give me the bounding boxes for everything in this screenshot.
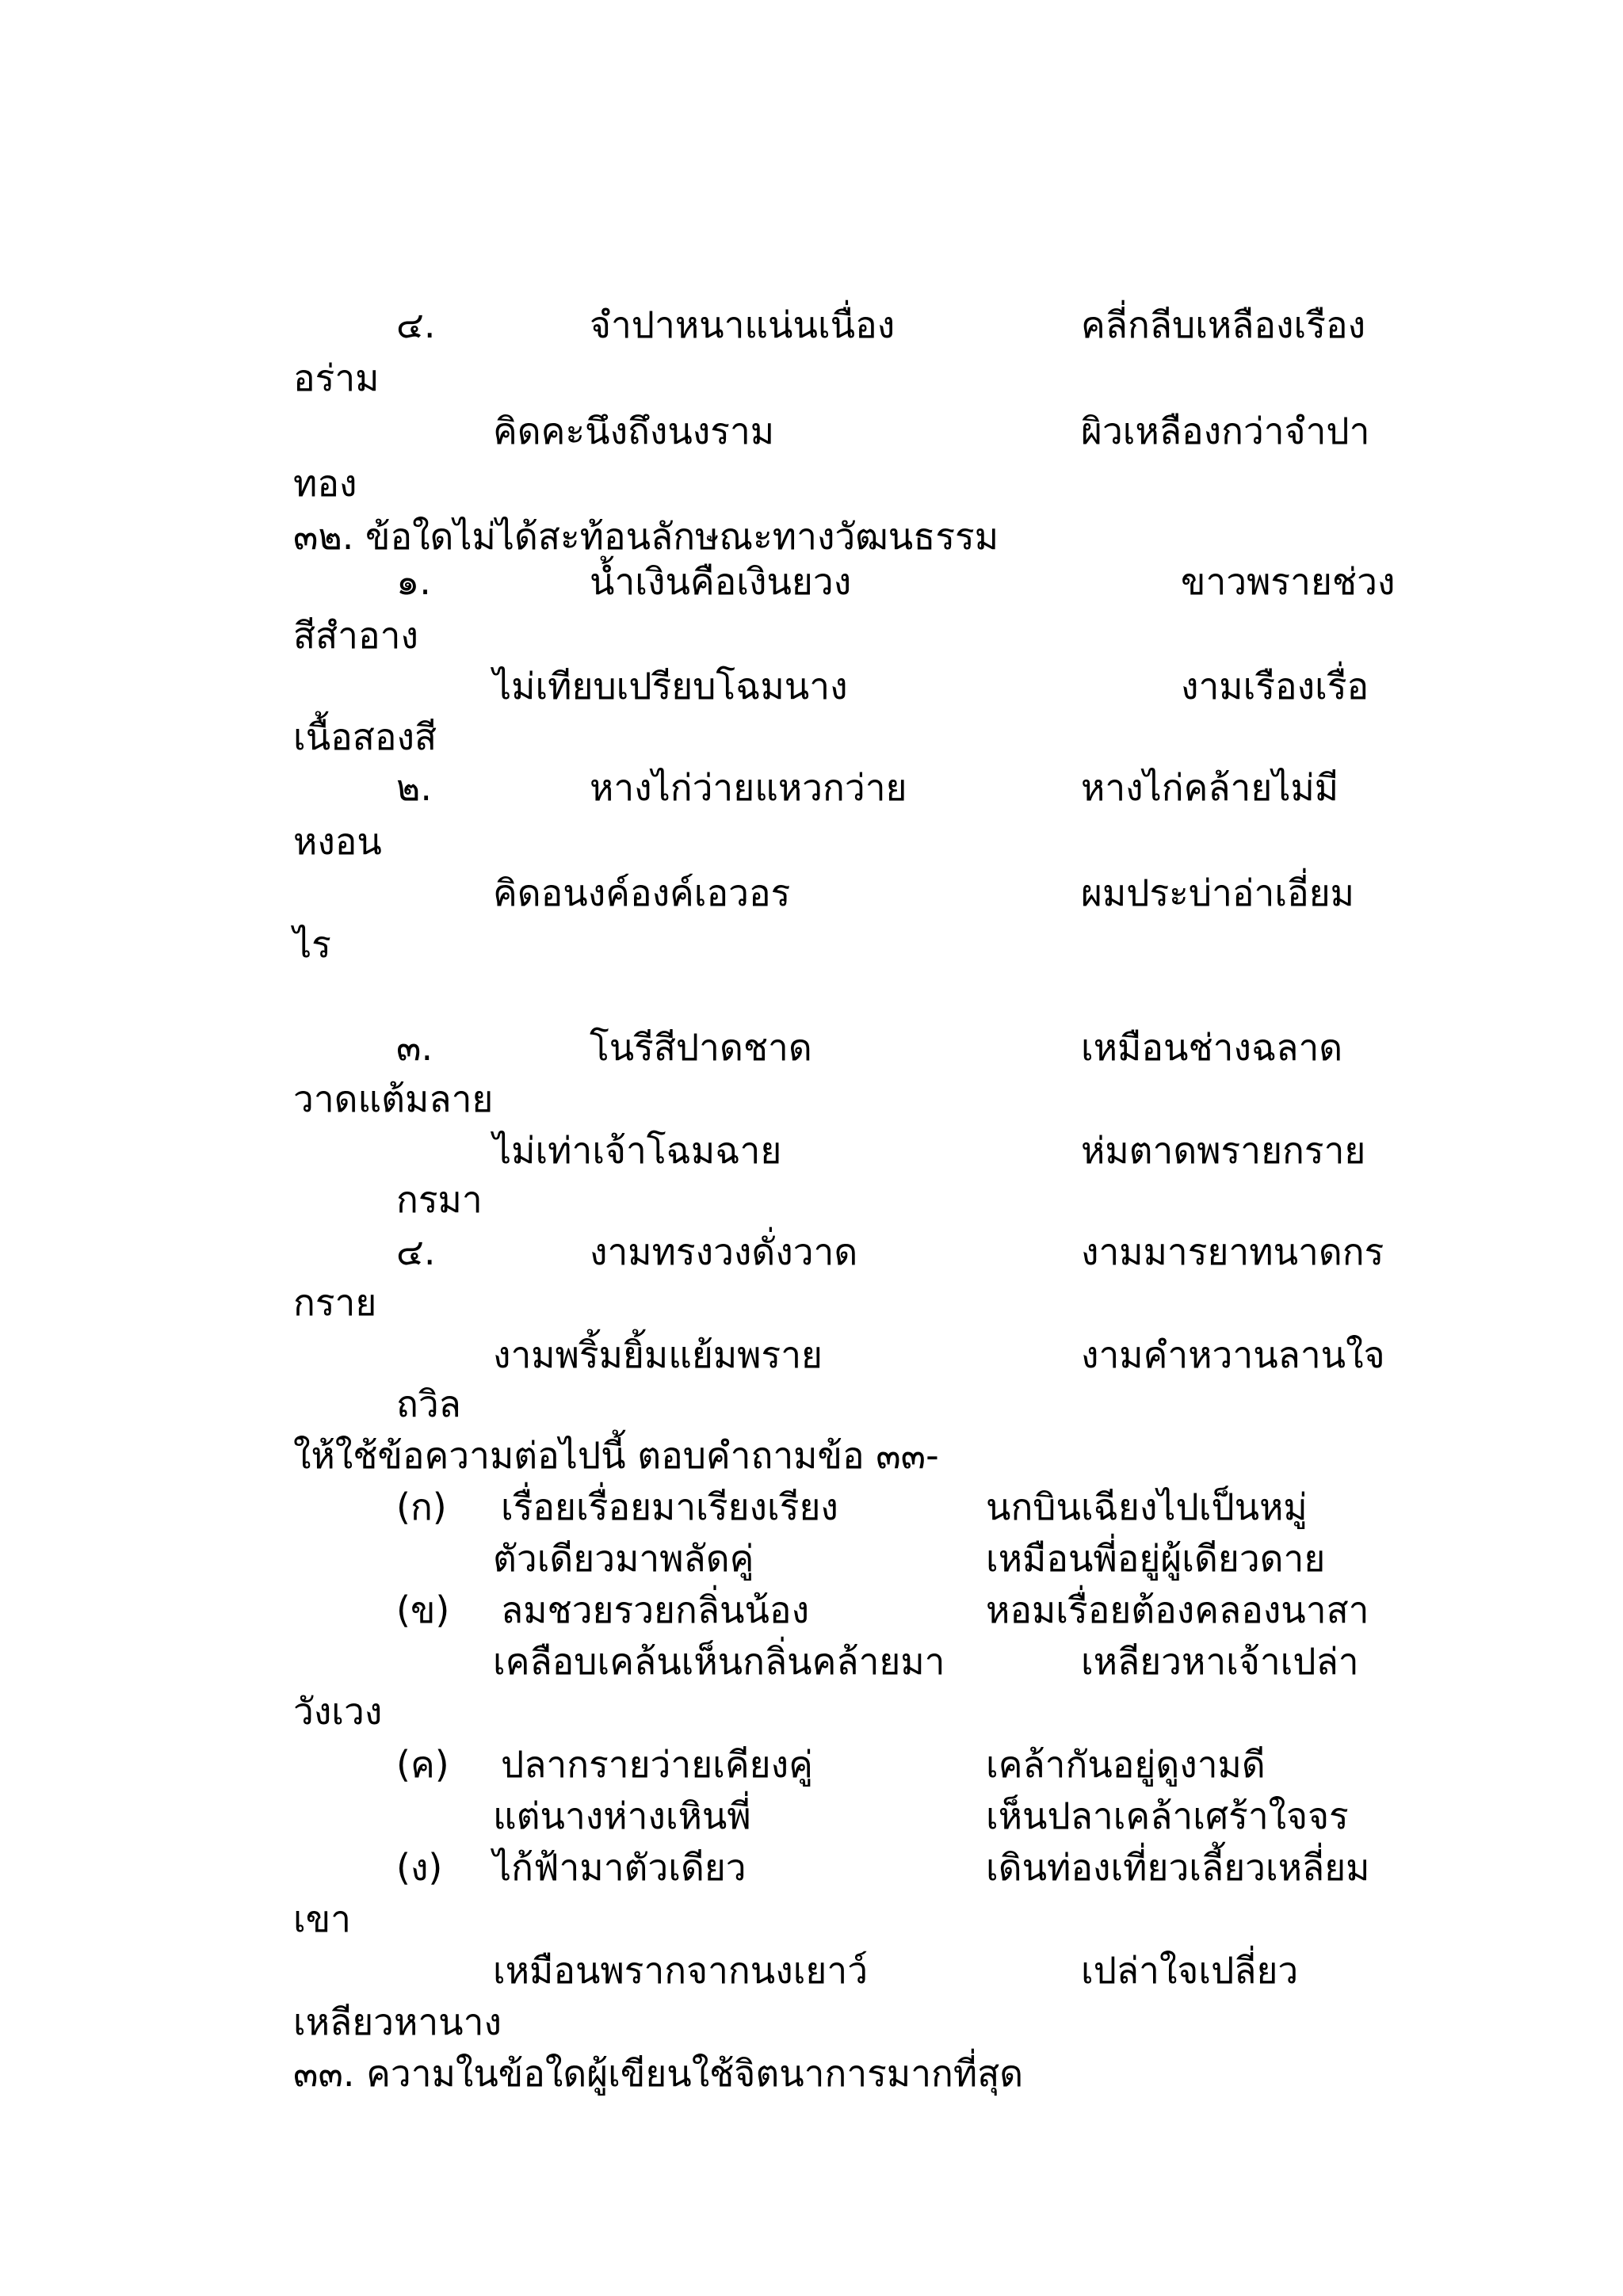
- text-line-ngo-a1: ไก้ฟ้ามาตัวเดียว: [493, 1846, 747, 1889]
- text-line-q32-c4-b1-wrap: กราย: [293, 1281, 377, 1324]
- text-line-q32-c2-b1-wrap: หงอน: [293, 820, 382, 863]
- text-line-q31-choice4-a1: จำปาหนาแน่นเนื่อง: [590, 303, 896, 346]
- text-line-kho2-label: (ค): [396, 1743, 449, 1786]
- text-line-q32-c3-b1: เหมือนช่างฉลาด: [1081, 1026, 1343, 1069]
- text-line-q32-c3-num: ๓.: [396, 1026, 433, 1069]
- text-line-kho-b2: เหลียวหาเจ้าเปล่า: [1081, 1640, 1359, 1683]
- text-line-q32-c4-b1: งามมารยาทนาดกร: [1081, 1230, 1384, 1273]
- text-line-kho-a1: ลมชวยรวยกลิ่นน้อง: [501, 1589, 810, 1631]
- text-line-q33-question: ๓๓. ความในข้อใดผู้เขียนใช้จิตนาการมากที่สุด: [293, 2052, 1024, 2095]
- text-line-q32-c4-num: ๔.: [396, 1230, 436, 1273]
- text-line-q32-c3-b2: ห่มตาดพรายกราย: [1081, 1129, 1366, 1172]
- text-line-kho-b1: หอมเรื่อยต้องคลองนาสา: [986, 1589, 1369, 1631]
- text-line-q32-question: ๓๒. ข้อใดไม่ได้สะท้อนลักษณะทางวัฒนธรรม: [293, 515, 999, 558]
- text-line-q32-c2-a2: คิดอนงค์องค์เอวอร: [493, 871, 791, 914]
- text-line-q31-choice4-b2: ผิวเหลืองกว่าจำปา: [1081, 410, 1370, 452]
- text-line-ngo-b1: เดินท่องเที่ยวเลี้ยวเหลี่ยม: [986, 1846, 1370, 1889]
- text-line-q32-c4-b2: งามคำหวานลานใจ: [1081, 1333, 1385, 1376]
- text-line-ka-label: (ก): [396, 1486, 447, 1528]
- text-line-q32-c2-a1: หางไก่ว่ายแหวกว่าย: [590, 766, 907, 809]
- text-line-kho2-a1: ปลากรายว่ายเคียงคู่: [501, 1743, 813, 1786]
- text-line-kho-a2: เคลือบเคล้นเห็นกลิ่นคล้ายมา: [493, 1640, 945, 1683]
- text-line-q32-c3-b2-wrap: กรมา: [396, 1178, 483, 1221]
- text-line-ka-b1: นกบินเฉียงไปเป็นหมู่: [986, 1486, 1308, 1528]
- text-line-q32-c4-a2: งามพริ้มยิ้มแย้มพราย: [493, 1333, 823, 1376]
- text-line-q32-c2-b1: หางไก่คล้ายไม่มี: [1081, 766, 1339, 809]
- text-line-kho2-a2: แต่นางห่างเหินพี่: [493, 1794, 751, 1837]
- text-line-q32-c2-b2-wrap: ไร: [293, 923, 331, 966]
- text-line-q32-c1-b2: งามเรืองเรื่อ: [1181, 665, 1369, 707]
- text-line-q31-choice4-b1: คลี่กลีบเหลืองเรือง: [1081, 303, 1366, 346]
- text-line-q31-choice4-b1-wrap: อร่าม: [293, 357, 380, 399]
- text-line-ngo-label: (ง): [396, 1846, 443, 1889]
- text-line-kho2-b1: เคล้ากันอยู่ดูงามดี: [986, 1743, 1266, 1786]
- text-line-q31-choice4-b2-wrap: ทอง: [293, 462, 357, 505]
- text-line-q32-c1-a2: ไม่เทียบเปรียบโฉมนาง: [493, 665, 848, 707]
- text-line-ka-b2: เหมือนพี่อยู่ผู้เดียวดาย: [986, 1537, 1326, 1580]
- text-line-ngo-a2: เหมือนพรากจากนงเยาว์: [493, 1949, 869, 1992]
- text-line-q32-c1-b2-wrap: เนื้อสองสี: [293, 715, 437, 758]
- text-line-q31-choice4-num: ๔.: [396, 303, 436, 346]
- text-line-q32-c1-b1-wrap: สีสำอาง: [293, 614, 418, 657]
- text-line-q32-c4-a1: งามทรงวงดั่งวาด: [590, 1230, 858, 1273]
- text-line-ngo-b2-wrap: เหลียวหานาง: [293, 2000, 502, 2043]
- text-line-ka-a1: เรื่อยเรื่อยมาเรียงเรียง: [501, 1486, 838, 1528]
- text-line-q32-c3-b1-wrap: วาดแต้มลาย: [293, 1077, 494, 1120]
- text-line-q32-c1-num: ๑.: [396, 560, 431, 603]
- text-line-ngo-b2: เปล่าใจเปลี่ยว: [1081, 1949, 1299, 1992]
- text-line-ngo-b1-wrap: เขา: [293, 1897, 351, 1940]
- text-line-q32-c1-b1: ขาวพรายช่วง: [1181, 560, 1396, 603]
- text-line-q32-c1-a1: น้ำเงินคือเงินยวง: [590, 560, 852, 603]
- text-line-ka-a2: ตัวเดียวมาพลัดคู่: [493, 1537, 754, 1580]
- text-line-kho-b2-wrap: วังเวง: [293, 1690, 383, 1733]
- text-line-q32-c2-num: ๒.: [396, 766, 432, 809]
- text-line-instruction: ให้ใช้ข้อความต่อไปนี้ ตอบคำถามข้อ ๓๓-: [293, 1434, 939, 1477]
- text-line-kho2-b2: เห็นปลาเคล้าเศร้าใจจร: [986, 1794, 1349, 1837]
- text-line-q32-c4-b2-wrap: ถวิล: [396, 1383, 461, 1425]
- text-line-kho-label: (ข): [396, 1589, 450, 1631]
- text-line-q32-c2-b2: ผมประบ่าอ่าเอี่ยม: [1081, 871, 1354, 914]
- text-line-q32-c3-a1: โนรีสีปาดชาด: [590, 1026, 812, 1069]
- text-line-q32-c3-a2: ไม่เท่าเจ้าโฉมฉาย: [493, 1129, 782, 1172]
- text-line-q31-choice4-a2: คิดคะนึงถึงนงราม: [493, 410, 775, 452]
